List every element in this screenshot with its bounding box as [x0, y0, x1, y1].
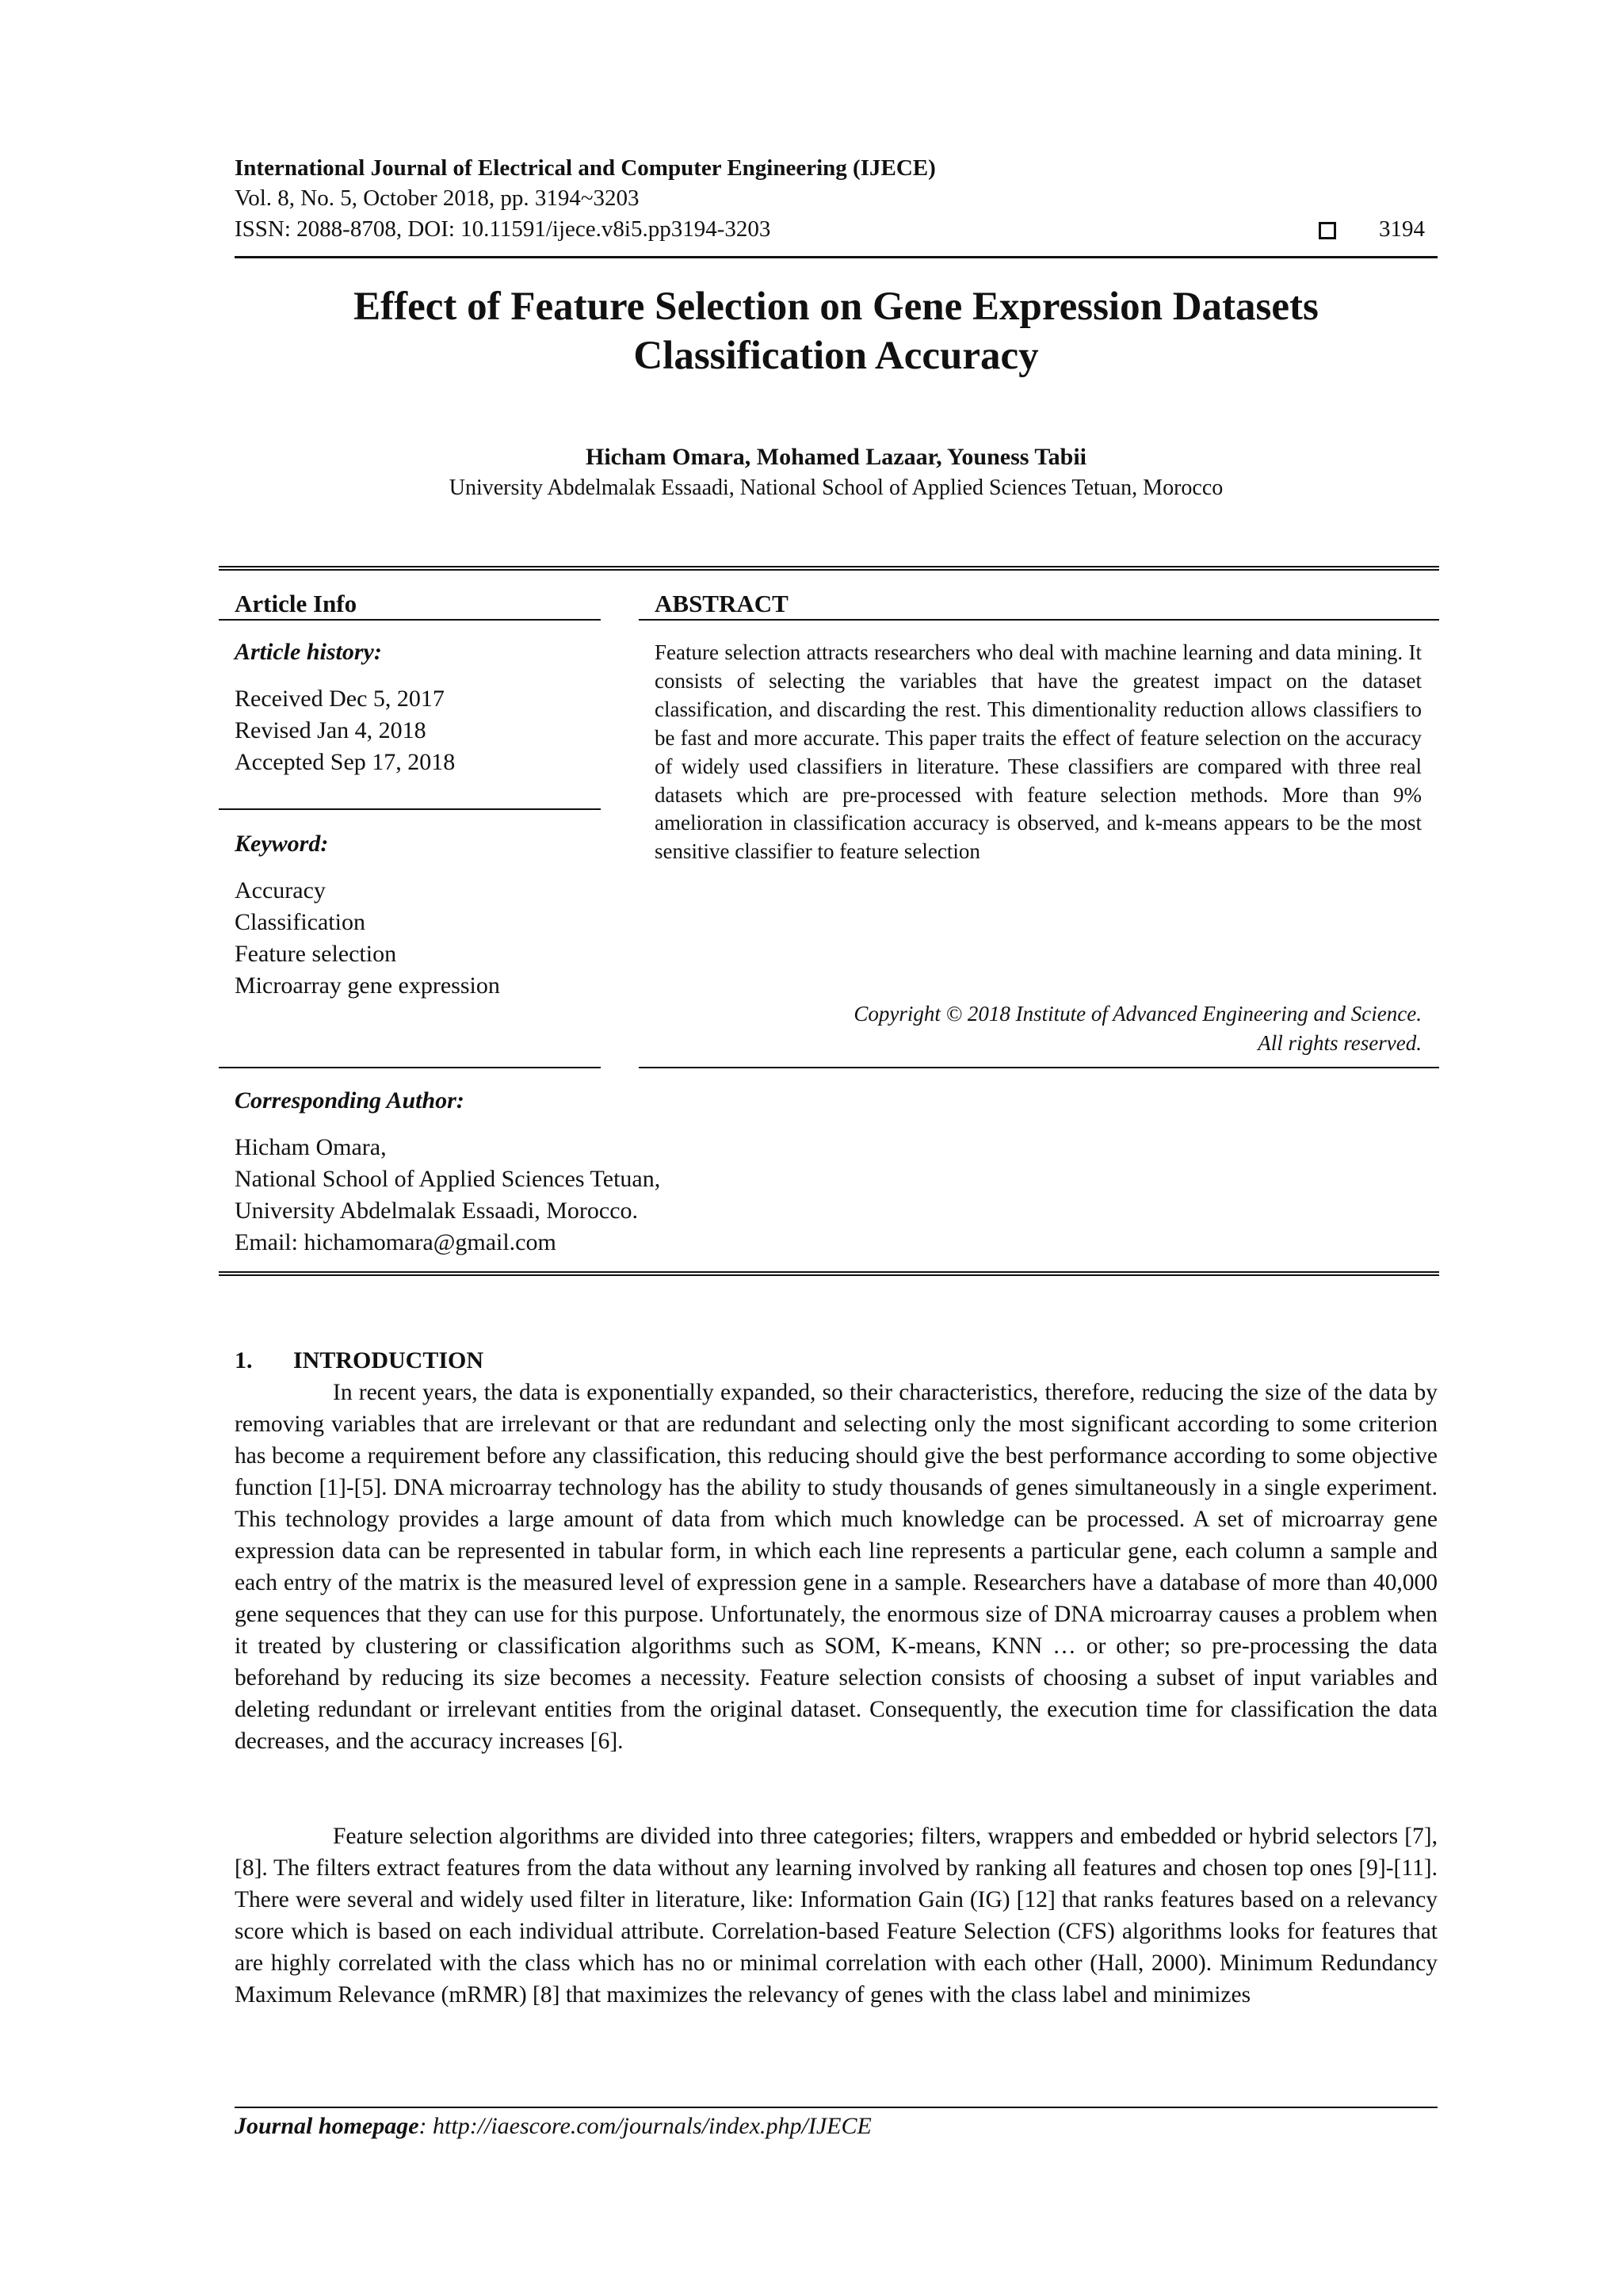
accepted-date: Accepted Sep 17, 2018 — [235, 749, 456, 775]
issn-doi: ISSN: 2088-8708, DOI: 10.11591/ijece.v8i5.pp3194-3203 — [235, 216, 771, 242]
article-info-heading: Article Info — [235, 590, 357, 617]
square-outline-icon — [1319, 222, 1336, 239]
keyword-heading: Keyword: — [235, 831, 329, 857]
page-number: 3194 — [1379, 216, 1425, 242]
affiliation: University Abdelmalak Essaadi, National School of Applied Sciences Tetuan, Morocco — [449, 476, 1224, 500]
info-box-top-rule — [219, 566, 1439, 571]
homepage-label: Journal homepage — [235, 2113, 419, 2139]
article-history — [235, 683, 455, 778]
title-line-2: Classification Accuracy — [633, 334, 1039, 378]
author-email: Email: hichamomara@gmail.com — [235, 1229, 556, 1255]
abstract-text: Feature selection attracts researchers who deal with machine learning and data mining. It consists of selecting the variables that have the greatest impact on the dataset classification, and discarding the rest. This dimentionality reduction allows classifiers to be fast and more accurate. This paper traits the effect of feature selection on the accuracy of widely used classifiers in literature. These classifiers are compared with three real datasets which are pre-processed with feature selection methods. More than 9% amelioration in classification accuracy is observed, and k-means appears to be the most sensitive classifier to feature selection — [655, 640, 1422, 864]
intro-paragraph-1: In recent years, the data is exponentially expanded, so their characteristics, therefore, reducing the size of the data by removing variables that are irrelevant or that are redundant and selecting only the most significant according to some criterion has become a requirement before any classification, this reducing should give the best performance according to some objective function [1]-[5]. DNA microarray technology has the ability to study thousands of genes simultaneously in a single experiment. This technology provides a large amount of data from which much knowledge can be processed. A set of microarray gene expression data can be represented in tabular form, in which each line represents a particular gene, each column a sample and each entry of the matrix is the measured level of expression gene in a sample. Researchers have a database of more than 40,000 gene sequences that they can use for this purpose. Unfortunately, the enormous size of DNA microarray causes a problem when it treated by clustering or classification algorithms such as SOM, K-means, KNN … or other; so pre-processing the data beforehand by reducing its size becomes a necessity. Feature selection consists of choosing a subset of input variables and deleting redundant or irrelevant entities from the original dataset. Consequently, the execution time for classification the data decreases, and the accuracy increases [6]. — [235, 1380, 1438, 1754]
volume-info: Vol. 8, No. 5, October 2018, pp. 3194~3203 — [235, 185, 640, 211]
journal-homepage — [235, 2113, 872, 2140]
footer-rule — [235, 2107, 1438, 2108]
title-line-1: Effect of Feature Selection on Gene Expression Datasets — [353, 285, 1319, 329]
introduction-heading — [235, 1347, 483, 1374]
abstract-bottom-rule — [639, 1067, 1439, 1068]
copyright-line-1: Copyright © 2018 Institute of Advanced Engineering and Science. — [854, 1002, 1422, 1026]
abstract-rule — [639, 619, 1439, 621]
keyword-rule — [219, 1067, 601, 1068]
keyword-item: Accuracy — [235, 877, 326, 904]
corresponding-author-details — [235, 1132, 660, 1259]
intro-paragraph-2: Feature selection algorithms are divided into three categories; filters, wrappers and embedded or hybrid selectors [7], [8]. The filters extract features from the data without any learning involved by ranking all features and chosen top ones [9]-[11]. There were several and widely used filter in literature, like: Information Gain (IG) [12] that ranks features based on a relevancy score which is based on each individual attribute. Correlation-based Feature Selection (CFS) algorithms looks for features that are highly correlated with the class which has no or minimal correlation with each other (Hall, 2000). Minimum Redundancy Maximum Relevance (mRMR) [8] that maximizes the relevancy of genes with the class label and minimizes — [235, 1824, 1438, 2008]
homepage-url[interactable]: : http://iaescore.com/journals/index.php/IJECE — [418, 2113, 872, 2139]
author-name: Hicham Omara, — [235, 1134, 387, 1160]
keyword-item: Feature selection — [235, 941, 397, 967]
section-title: INTRODUCTION — [293, 1347, 484, 1373]
corresponding-author-heading: Corresponding Author: — [235, 1087, 464, 1114]
keyword-item: Microarray gene expression — [235, 972, 500, 999]
abstract-heading: ABSTRACT — [655, 590, 789, 617]
keyword-item: Classification — [235, 909, 365, 935]
journal-name: International Journal of Electrical and Computer Engineering (IJECE) — [235, 155, 936, 181]
info-box-bottom-rule — [219, 1271, 1439, 1276]
author-university: University Abdelmalak Essaadi, Morocco. — [235, 1198, 639, 1224]
keyword-list — [235, 875, 500, 1002]
author-school: National School of Applied Sciences Tetuan, — [235, 1166, 661, 1192]
article-history-heading: Article history: — [235, 639, 382, 665]
received-date: Received Dec 5, 2017 — [235, 686, 445, 712]
revised-date: Revised Jan 4, 2018 — [235, 717, 426, 743]
copyright-line-2: All rights reserved. — [1258, 1031, 1422, 1055]
history-rule — [219, 808, 601, 810]
article-info-rule — [219, 619, 601, 621]
paper-title — [235, 282, 1438, 380]
section-number: 1. — [235, 1347, 253, 1373]
author-list: Hicham Omara, Mohamed Lazaar, Youness Tabii — [585, 444, 1086, 470]
copyright-notice — [655, 999, 1422, 1058]
header-rule — [235, 256, 1438, 258]
